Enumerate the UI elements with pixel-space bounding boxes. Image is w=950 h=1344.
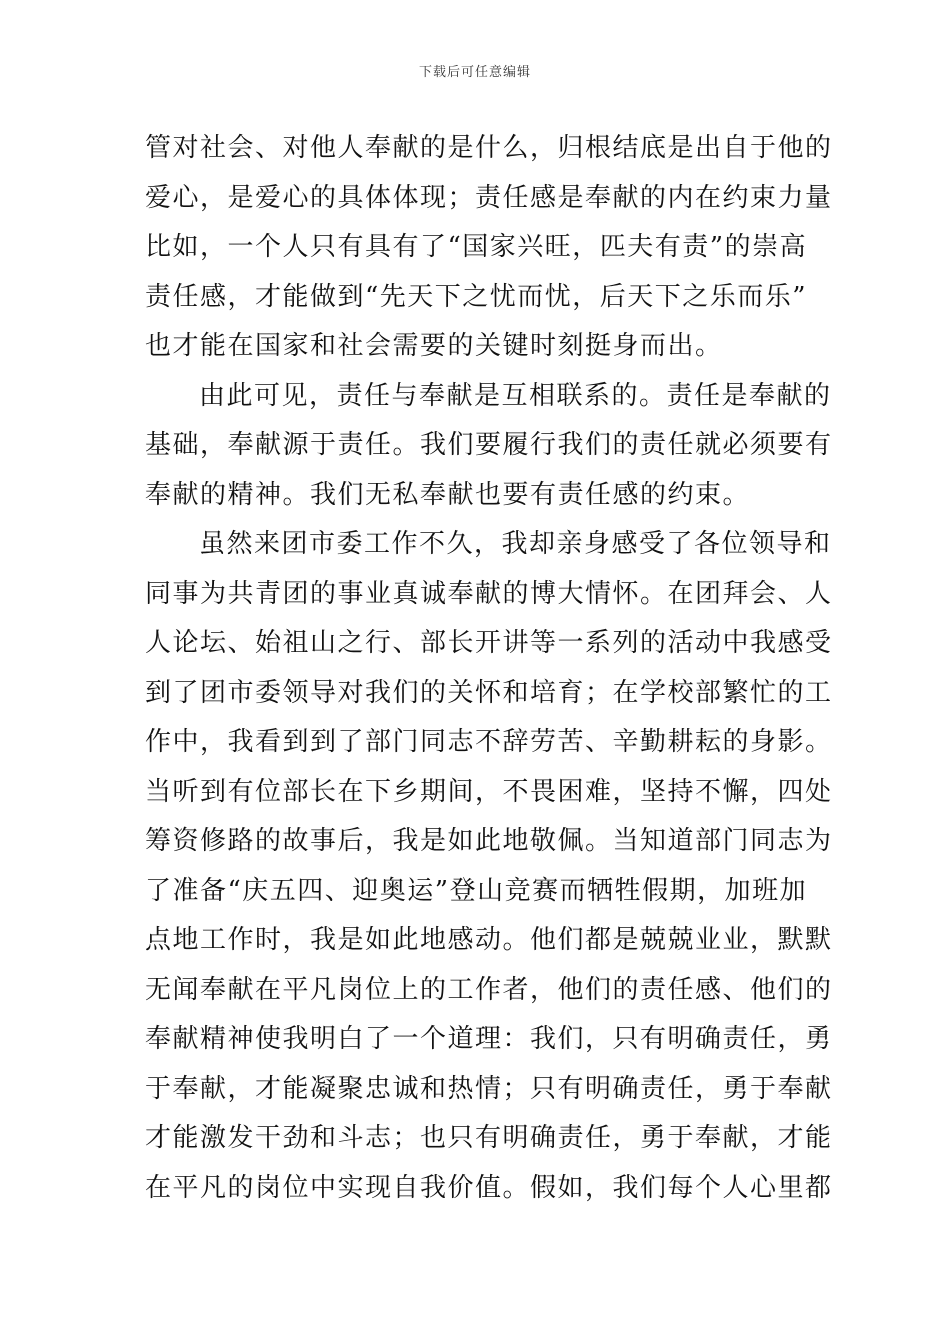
text-line: 无闻奉献在平凡岗位上的工作者，他们的责任感、他们的 xyxy=(145,974,833,1005)
document-body xyxy=(145,124,833,1213)
text-line: 点地工作时，我是如此地感动。他们都是兢兢业业，默默 xyxy=(145,925,833,955)
text-line: 比如，一个人只有具有了“国家兴旺，匹夫有责”的崇高 xyxy=(145,232,808,262)
text-line: 筹资修路的故事后，我是如此地敬佩。当知道部门同志为 xyxy=(145,826,833,856)
paragraph-first-line: 由此可见，责任与奉献是互相联系的。责任是奉献的 xyxy=(199,380,832,411)
paragraph-first-line: 虽然来团市委工作不久，我却亲身感受了各位领导和 xyxy=(199,529,832,559)
text-line: 作中，我看到到了部门同志不辞劳苦、辛勤耕耘的身影。 xyxy=(145,727,833,757)
text-line: 管对社会、对他人奉献的是什么，归根结底是出自于他的 xyxy=(145,133,833,163)
text-line: 奉献的精神。我们无私奉献也要有责任感的约束。 xyxy=(145,479,751,510)
text-line: 才能激发干劲和斗志；也只有明确责任，勇于奉献，才能 xyxy=(145,1123,833,1153)
text-line: 爱心，是爱心的具体体现；责任感是奉献的内在约束力量 xyxy=(145,182,833,213)
page-header: 下载后可任意编辑 xyxy=(418,65,531,80)
text-line: 当听到有位部长在下乡期间，不畏困难，坚持不懈，四处 xyxy=(145,776,833,807)
text-line: 基础，奉献源于责任。我们要履行我们的责任就必须要有 xyxy=(145,430,833,460)
text-line: 到了团市委领导对我们的关怀和培育；在学校部繁忙的工 xyxy=(145,677,833,708)
text-line: 也才能在国家和社会需要的关键时刻挺身而出。 xyxy=(145,331,723,361)
text-line: 在平凡的岗位中实现自我价值。假如，我们每个人心里都 xyxy=(145,1172,833,1203)
text-line: 了准备“庆五四、迎奥运”登山竞赛而牺牲假期，加班加 xyxy=(145,875,808,906)
text-line: 奉献精神使我明白了一个道理：我们，只有明确责任，勇 xyxy=(145,1024,833,1054)
text-line: 同事为共青团的事业真诚奉献的博大情怀。在团拜会、人 xyxy=(145,578,833,609)
text-line: 责任感，才能做到“先天下之忧而忧，后天下之乐而乐” xyxy=(145,281,808,312)
text-line: 于奉献，才能凝聚忠诚和热情；只有明确责任，勇于奉献 xyxy=(145,1073,833,1104)
text-line: 人论坛、始祖山之行、部长开讲等一系列的活动中我感受 xyxy=(145,628,833,658)
